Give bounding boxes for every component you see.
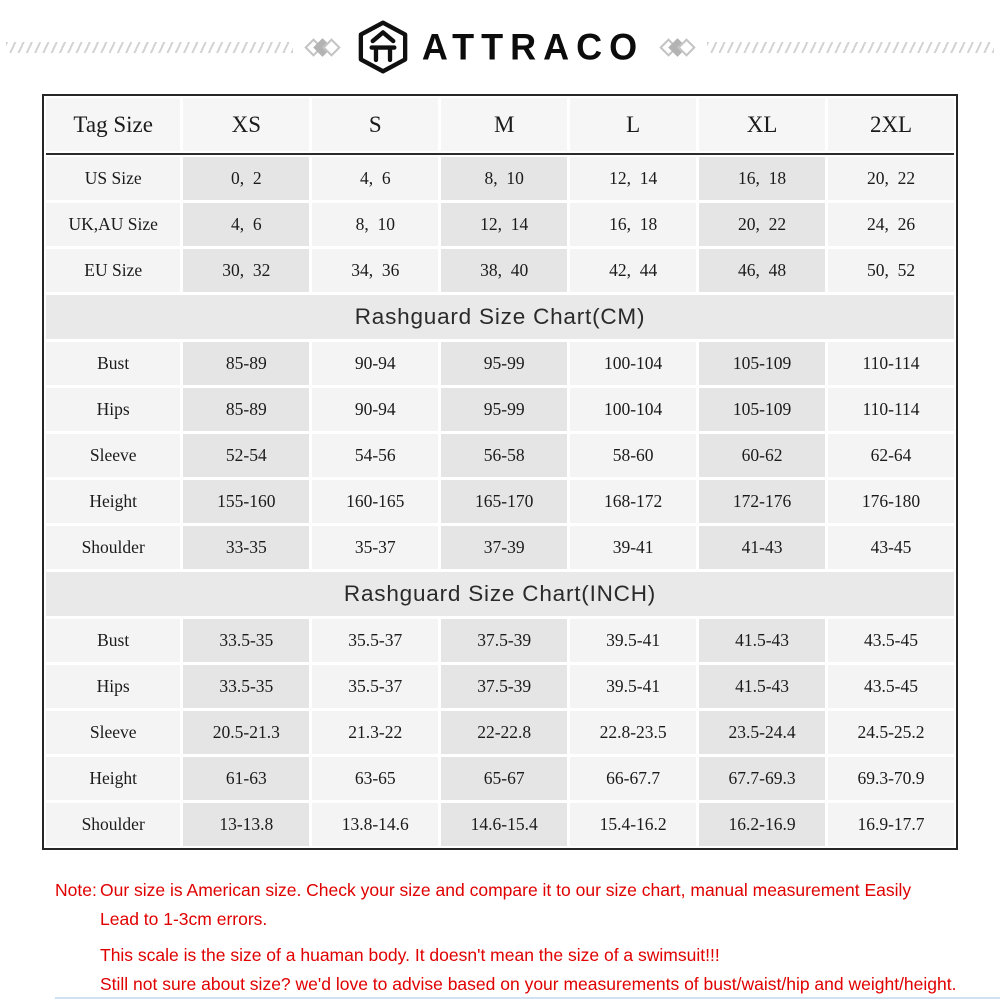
row-label: Sleeve [46, 711, 180, 754]
table-cell: 52-54 [183, 434, 309, 477]
table-cell: 0, 2 [183, 157, 309, 200]
table-row-us-size [46, 157, 954, 200]
header-size-xl: XL [699, 98, 825, 151]
table-cell: 24.5-25.2 [828, 711, 954, 754]
table-cell: 58-60 [570, 434, 696, 477]
table-row-hips-cm [46, 388, 954, 431]
table-cell: 20, 22 [828, 157, 954, 200]
table-cell: 24, 26 [828, 203, 954, 246]
table-cell: 69.3-70.9 [828, 757, 954, 800]
row-label: Shoulder [46, 803, 180, 846]
table-cell: 16, 18 [570, 203, 696, 246]
note-section [0, 876, 1000, 999]
table-row-bust-cm [46, 342, 954, 385]
brand-header [0, 0, 1000, 94]
table-cell: 21.3-22 [312, 711, 438, 754]
table-cell: 65-67 [441, 757, 567, 800]
note-label: Note: [55, 880, 97, 900]
table-cell: 168-172 [570, 480, 696, 523]
table-cell: 39.5-41 [570, 619, 696, 662]
header-size-l: L [570, 98, 696, 151]
diamond-ornament-right [662, 41, 693, 54]
table-cell: 155-160 [183, 480, 309, 523]
table-cell: 43.5-45 [828, 619, 954, 662]
table-cell: 43-45 [828, 526, 954, 569]
table-cell: 34, 36 [312, 249, 438, 292]
table-cell: 20, 22 [699, 203, 825, 246]
table-row-sleeve-cm [46, 434, 954, 477]
table-cell: 33.5-35 [183, 665, 309, 708]
table-cell: 12, 14 [441, 203, 567, 246]
table-cell: 20.5-21.3 [183, 711, 309, 754]
table-cell: 13.8-14.6 [312, 803, 438, 846]
table-cell: 90-94 [312, 388, 438, 431]
header-size-2xl: 2XL [828, 98, 954, 151]
table-cell: 35.5-37 [312, 665, 438, 708]
table-row-height-cm [46, 480, 954, 523]
table-cell: 43.5-45 [828, 665, 954, 708]
hexagon-a-logo-icon [356, 19, 410, 75]
table-cell: 85-89 [183, 342, 309, 385]
table-cell: 66-67.7 [570, 757, 696, 800]
table-cell: 16.9-17.7 [828, 803, 954, 846]
table-cell: 110-114 [828, 342, 954, 385]
size-chart-table [42, 94, 958, 850]
table-cell: 56-58 [441, 434, 567, 477]
table-cell: 16.2-16.9 [699, 803, 825, 846]
table-cell: 15.4-16.2 [570, 803, 696, 846]
table-cell: 30, 32 [183, 249, 309, 292]
table-cell: 50, 52 [828, 249, 954, 292]
table-cell: 41-43 [699, 526, 825, 569]
row-label: Hips [46, 388, 180, 431]
table-cell: 63-65 [312, 757, 438, 800]
table-cell: 90-94 [312, 342, 438, 385]
table-cell: 105-109 [699, 342, 825, 385]
table-cell: 41.5-43 [699, 619, 825, 662]
table-row-eu-size [46, 249, 954, 292]
table-cell: 13-13.8 [183, 803, 309, 846]
note-line-3: This scale is the size of a huaman body. It doesn't mean the size of a swimsuit!!! [100, 945, 720, 965]
hatch-ornament-right [707, 42, 994, 53]
table-cell: 100-104 [570, 342, 696, 385]
table-cell: 110-114 [828, 388, 954, 431]
table-cell: 41.5-43 [699, 665, 825, 708]
table-cell: 60-62 [699, 434, 825, 477]
table-cell: 95-99 [441, 342, 567, 385]
table-cell: 23.5-24.4 [699, 711, 825, 754]
table-cell: 160-165 [312, 480, 438, 523]
table-cell: 67.7-69.3 [699, 757, 825, 800]
row-label: US Size [46, 157, 180, 200]
row-label: Height [46, 480, 180, 523]
table-row-shoulder-cm [46, 526, 954, 569]
note-line-4: Still not sure about size? we'd love to advise based on your measurements of bust/waist/hip and weight/height. [100, 974, 957, 994]
bottom-divider-line [55, 997, 1000, 999]
row-label: Height [46, 757, 180, 800]
table-cell: 172-176 [699, 480, 825, 523]
table-cell: 4, 6 [183, 203, 309, 246]
row-label: Hips [46, 665, 180, 708]
brand-logo [352, 19, 648, 75]
table-cell: 62-64 [828, 434, 954, 477]
table-cell: 39-41 [570, 526, 696, 569]
table-cell: 176-180 [828, 480, 954, 523]
table-cell: 105-109 [699, 388, 825, 431]
table-cell: 33-35 [183, 526, 309, 569]
row-label: UK,AU Size [46, 203, 180, 246]
table-row-bust-inch [46, 619, 954, 662]
table-cell: 22-22.8 [441, 711, 567, 754]
table-cell: 54-56 [312, 434, 438, 477]
hatch-ornament-left [6, 42, 293, 53]
table-cell: 165-170 [441, 480, 567, 523]
table-cell: 39.5-41 [570, 665, 696, 708]
table-cell: 100-104 [570, 388, 696, 431]
row-label: Bust [46, 342, 180, 385]
table-cell: 37.5-39 [441, 665, 567, 708]
header-size-m: M [441, 98, 567, 151]
table-cell: 35-37 [312, 526, 438, 569]
table-row-ukau-size [46, 203, 954, 246]
row-label: Bust [46, 619, 180, 662]
header-corner-label: Tag Size [46, 98, 180, 151]
table-cell: 12, 14 [570, 157, 696, 200]
table-row-shoulder-inch [46, 803, 954, 846]
table-cell: 37-39 [441, 526, 567, 569]
table-cell: 46, 48 [699, 249, 825, 292]
table-cell: 61-63 [183, 757, 309, 800]
header-divider-line [46, 153, 954, 155]
table-cell: 37.5-39 [441, 619, 567, 662]
table-cell: 8, 10 [312, 203, 438, 246]
table-cell: 33.5-35 [183, 619, 309, 662]
section-title-cm: Rashguard Size Chart(CM) [46, 295, 954, 339]
table-cell: 14.6-15.4 [441, 803, 567, 846]
note-line-1: Our size is American size. Check your size and compare it to our size chart, manual measurement Easily [100, 880, 912, 900]
table-row-hips-inch [46, 665, 954, 708]
table-cell: 85-89 [183, 388, 309, 431]
table-row-sleeve-inch [46, 711, 954, 754]
row-label: EU Size [46, 249, 180, 292]
table-cell: 35.5-37 [312, 619, 438, 662]
table-row-height-inch [46, 757, 954, 800]
note-line-2: Lead to 1-3cm errors. [100, 909, 268, 929]
brand-wordmark: ATTRACO [421, 25, 645, 68]
table-cell: 22.8-23.5 [570, 711, 696, 754]
header-size-xs: XS [183, 98, 309, 151]
section-title-inch: Rashguard Size Chart(INCH) [46, 572, 954, 616]
table-header-row [46, 98, 954, 151]
row-label: Sleeve [46, 434, 180, 477]
row-label: Shoulder [46, 526, 180, 569]
table-cell: 4, 6 [312, 157, 438, 200]
header-size-s: S [312, 98, 438, 151]
table-cell: 95-99 [441, 388, 567, 431]
diamond-ornament-left [307, 41, 338, 54]
table-cell: 42, 44 [570, 249, 696, 292]
table-cell: 16, 18 [699, 157, 825, 200]
table-cell: 38, 40 [441, 249, 567, 292]
table-cell: 8, 10 [441, 157, 567, 200]
